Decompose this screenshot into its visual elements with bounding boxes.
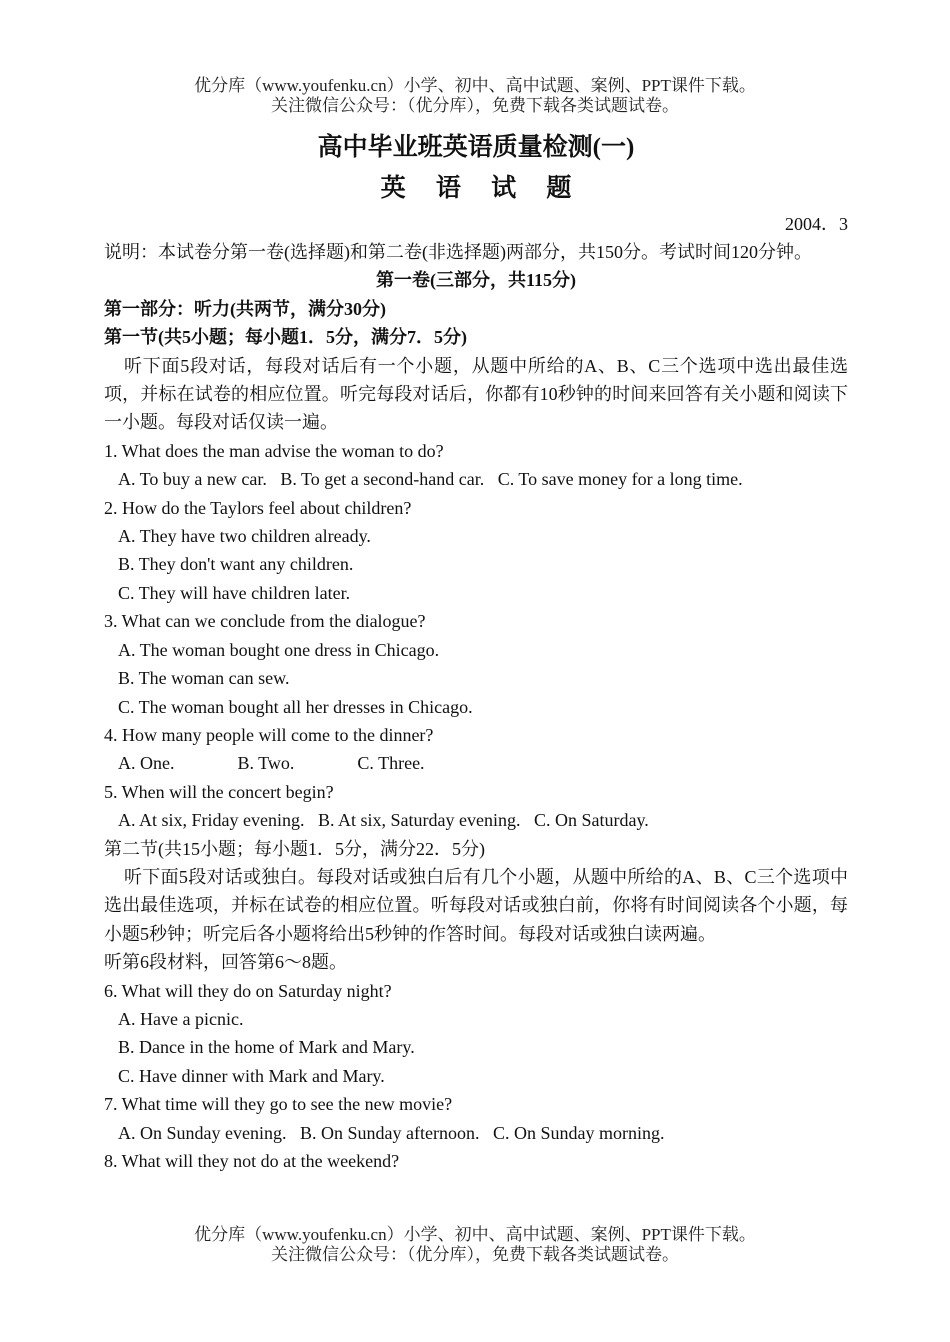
section1-directions: 听下面5段对话，每段对话后有一个小题，从题中所给的A、B、C三个选项中选出最佳选项，并标在试卷的相应位置。听完每段对话后，你都有10秒钟的时间来回答有关小题和阅读下一小题。每段对话仅读一遍。 xyxy=(104,355,848,433)
header-line-1: 优分库（www.youfenku.cn）小学、初中、高中试题、案例、PPT课件下载。 xyxy=(194,76,756,95)
question-5-options: A. At six, Friday evening. B. At six, Saturday evening. C. On Saturday. xyxy=(118,810,649,831)
question-7-options: A. On Sunday evening. B. On Sunday afternoon. C. On Sunday morning. xyxy=(118,1122,665,1143)
question-6-option-a: A. Have a picnic. xyxy=(118,1008,244,1029)
part1-heading: 第一部分：听力(共两节，满分30分) xyxy=(104,298,386,319)
footer-line-1: 优分库（www.youfenku.cn）小学、初中、高中试题、案例、PPT课件下载。 xyxy=(194,1225,756,1244)
question-1-options: A. To buy a new car. B. To get a second-hand car. C. To save money for a long time. xyxy=(118,469,743,490)
question-2-option-c: C. They will have children later. xyxy=(118,582,351,603)
document-subtitle: 英 语 试 题 xyxy=(380,175,584,202)
question-2-option-a: A. They have two children already. xyxy=(118,526,371,547)
question-6-stem: 6. What will they do on Saturday night? xyxy=(104,980,392,1001)
section2-directions: 听下面5段对话或独白。每段对话或独白后有几个小题，从题中所给的A、B、C三个选项中选出最佳选项，并标在试卷的相应位置。听每段对话或独白前，你将有时间阅读各个小题，每小题5秒钟；听完后各小题将给出5秒钟的作答时间。每段对话或独白读两遍。 xyxy=(104,866,848,944)
question-8-stem: 8. What will they not do at the weekend? xyxy=(104,1151,400,1171)
exam-instructions: 说明：本试卷分第一卷(选择题)和第二卷(非选择题)两部分，共150分。考试时间120分钟。 xyxy=(104,242,812,262)
document-body xyxy=(104,128,848,1175)
page-header xyxy=(0,76,950,116)
question-6-option-c: C. Have dinner with Mark and Mary. xyxy=(118,1065,385,1086)
question-3-option-b: B. The woman can sew. xyxy=(118,668,290,689)
question-7-stem: 7. What time will they go to see the new movie? xyxy=(104,1094,453,1115)
question-4-options: A. One. B. Two. C. Three. xyxy=(118,753,425,774)
document-title: 高中毕业班英语质量检测(一) xyxy=(317,134,635,161)
header-line-2: 关注微信公众号：（优分库），免费下载各类试题试卷。 xyxy=(271,96,679,115)
question-6-option-b: B. Dance in the home of Mark and Mary. xyxy=(118,1037,415,1058)
question-2-option-b: B. They don't want any children. xyxy=(118,554,354,575)
section1-heading: 第一节(共5小题；每小题1．5分，满分7．5分) xyxy=(104,327,467,348)
question-3-option-a: A. The woman bought one dress in Chicago. xyxy=(118,639,440,660)
material-6-note: 听第6段材料，回答第6～8题。 xyxy=(104,952,347,973)
question-1-stem: 1. What does the man advise the woman to do? xyxy=(104,440,444,461)
question-4-stem: 4. How many people will come to the dinner? xyxy=(104,724,434,745)
volume-heading: 第一卷(三部分，共115分) xyxy=(376,270,576,291)
exam-date: 2004．3 xyxy=(785,214,848,234)
question-5-stem: 5. When will the concert begin? xyxy=(104,781,334,802)
footer-line-2: 关注微信公众号：（优分库），免费下载各类试题试卷。 xyxy=(271,1245,679,1264)
question-2-stem: 2. How do the Taylors feel about children? xyxy=(104,497,412,518)
page-footer xyxy=(0,1225,950,1265)
question-3-option-c: C. The woman bought all her dresses in Chicago. xyxy=(118,696,473,717)
question-3-stem: 3. What can we conclude from the dialogue? xyxy=(104,611,426,632)
section2-heading: 第二节(共15小题；每小题1．5分，满分22．5分) xyxy=(104,838,485,859)
